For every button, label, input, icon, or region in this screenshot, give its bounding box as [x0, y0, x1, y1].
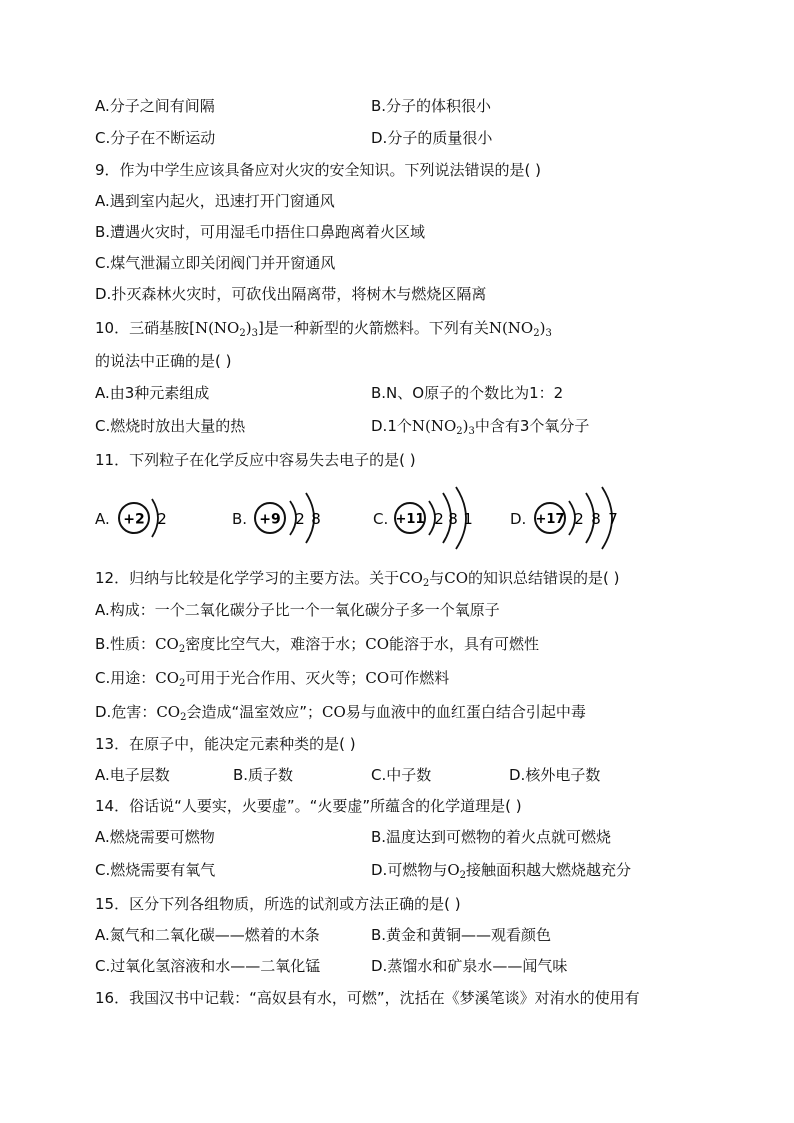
q12-co2-body: CO	[399, 569, 423, 587]
q9-stem: 9．作为中学生应该具备应对火灾的安全知识。下列说法错误的是( )	[95, 161, 542, 179]
q8-option-c: C.分子在不断运动	[95, 129, 216, 147]
q14-option-d-o2-body: O	[447, 861, 460, 879]
atom-diagram-c	[388, 485, 488, 551]
q10-formula-2-body: N(NO	[488, 319, 534, 337]
q10-formula-2-sub3: 3	[545, 328, 552, 339]
q14-option-a: A.燃烧需要可燃物	[95, 828, 215, 846]
q10-option-a: A.由3种元素组成	[95, 384, 210, 402]
q15-option-a: A.氮气和二氧化碳——燃着的木条	[95, 926, 320, 944]
q15-option-d: D.蒸馏水和矿泉水——闻气味	[371, 957, 568, 975]
shell-electrons: 8	[311, 510, 321, 528]
atom-diagram-a	[112, 485, 182, 551]
q12-option-c-co2	[155, 669, 185, 687]
shell-electrons: 2	[434, 510, 444, 528]
q9-option-c: C.煤气泄漏立即关闭阀门并开窗通风	[95, 254, 336, 272]
q12-co2-sub: 2	[422, 578, 430, 589]
q12-option-d	[95, 702, 586, 722]
q10-option-d	[371, 416, 589, 436]
q10-formula-sub2: 2	[239, 328, 246, 339]
q11-label-d: D.	[510, 510, 527, 528]
q10-option-d-formula-close: )	[462, 417, 469, 435]
q15-option-b: B.黄金和黄铜——观看颜色	[371, 926, 552, 944]
q12-option-d-mid: 会造成“温室效应”；	[186, 703, 323, 721]
q14-option-d-o2-sub: 2	[459, 870, 467, 881]
q10-option-d-formula-body: N(NO	[411, 417, 457, 435]
q12-option-c-co2-sub: 2	[179, 678, 186, 689]
q10-option-d-formula	[412, 417, 475, 435]
q14-stem: 14．俗话说“人要实，火要虚”。“火要虚”所蕴含的化学道理是( )	[95, 797, 522, 815]
q12-option-b-co2-sub: 2	[178, 644, 186, 655]
q12-stem-end: 的知识总结错误的是( )	[468, 569, 620, 587]
q8-option-b: B.分子的体积很小	[371, 97, 492, 115]
q12-co: CO	[444, 569, 469, 587]
q14-option-d-start: D.可燃物与	[371, 861, 448, 879]
q11-label-a: A.	[95, 510, 110, 528]
q13-option-d: D.核外电子数	[509, 766, 601, 784]
q12-option-c-co2-body: CO	[155, 669, 180, 687]
q12-option-c-end: 可作燃料	[389, 669, 450, 687]
nucleus-charge: +17	[535, 512, 565, 527]
q12-option-d-start: D.危害：	[95, 703, 157, 721]
q10-stem-mid: ]是一种新型的火箭燃料。下列有关	[257, 319, 489, 337]
q10-formula-close: )	[245, 319, 252, 337]
q10-formula-2	[489, 319, 552, 337]
atom-diagram-d	[528, 485, 628, 551]
q8-option-a: A.分子之间有间隔	[95, 97, 215, 115]
q12-option-d-co2-sub: 2	[180, 712, 187, 723]
q14-option-d-o2	[447, 861, 466, 879]
q12-option-a: A.构成：一个二氧化碳分子比一个一氧化碳分子多一个氧原子	[95, 601, 500, 619]
q15-option-c: C.过氧化氢溶液和水——二氧化锰	[95, 957, 321, 975]
q12-option-b-start: B.性质：	[95, 635, 156, 653]
q12-stem-mid: 与	[429, 569, 445, 587]
q11-label-b: B.	[232, 510, 248, 528]
q10-formula	[195, 319, 258, 337]
shell-electrons: 2	[157, 510, 167, 528]
q16-stem: 16．我国汉书中记载：“高奴县有水，可燃”，沈括在《梦溪笔谈》对洧水的使用有	[95, 989, 640, 1007]
q12-option-d-co2	[156, 703, 186, 721]
q12-option-b-co: CO	[365, 635, 390, 653]
q9-option-d: D.扑灭森林火灾时，可砍伐出隔离带，将树木与燃烧区隔离	[95, 285, 487, 303]
q10-formula-2-sub2: 2	[533, 328, 540, 339]
q10-option-d-formula-sub2: 2	[456, 426, 463, 437]
shell-electrons: 8	[591, 510, 601, 528]
shell-electrons: 1	[463, 510, 473, 528]
q10-stem	[95, 318, 552, 338]
q13-stem: 13．在原子中，能决定元素种类的是( )	[95, 735, 356, 753]
q13-option-c: C.中子数	[371, 766, 432, 784]
q12-option-b-co2	[155, 635, 185, 653]
shell-electrons: 2	[295, 510, 305, 528]
q10-stem-end: 的说法中正确的是( )	[95, 352, 232, 370]
q12-co2	[399, 569, 429, 587]
atom-diagram-b	[248, 485, 338, 551]
shell-electrons: 2	[574, 510, 584, 528]
q9-option-b: B.遭遇火灾时，可用湿毛巾捂住口鼻跑离着火区域	[95, 223, 426, 241]
q12-stem	[95, 568, 620, 588]
q14-option-b: B.温度达到可燃物的着火点就可燃烧	[371, 828, 612, 846]
q12-option-d-co: CO	[322, 703, 346, 721]
q12-option-b-end: 能溶于水，具有可燃性	[389, 635, 540, 653]
q9-option-a: A.遇到室内起火，迅速打开门窗通风	[95, 192, 335, 210]
q15-stem: 15．区分下列各组物质，所选的试剂或方法正确的是( )	[95, 895, 461, 913]
q12-option-c	[95, 668, 449, 688]
shell-electrons: 7	[608, 510, 618, 528]
q14-option-d	[371, 860, 631, 880]
nucleus-charge: +2	[123, 511, 145, 528]
shell-electrons: 8	[448, 510, 458, 528]
q13-option-a: A.电子层数	[95, 766, 170, 784]
q10-stem-start: 10．三硝基胺[	[95, 319, 195, 337]
nucleus-charge: +9	[259, 511, 281, 528]
q12-option-c-mid: 可用于光合作用、灭火等；	[185, 669, 366, 687]
q12-option-b	[95, 634, 539, 654]
q13-option-b: B.质子数	[233, 766, 294, 784]
q12-stem-start: 12．归纳与比较是化学学习的主要方法。关于	[95, 569, 400, 587]
q11-label-c: C.	[373, 510, 389, 528]
q12-option-b-mid: 密度比空气大，难溶于水；	[185, 635, 366, 653]
q12-option-d-co2-body: CO	[156, 703, 181, 721]
q10-option-d-formula-sub3: 3	[468, 426, 475, 437]
q10-option-d-end: 中含有3个氧分子	[474, 417, 590, 435]
q12-option-c-co: CO	[365, 669, 390, 687]
q10-formula-2-close: )	[539, 319, 546, 337]
q12-option-b-co2-body: CO	[155, 635, 179, 653]
q11-stem: 11．下列粒子在化学反应中容易失去电子的是( )	[95, 451, 416, 469]
q10-option-c: C.燃烧时放出大量的热	[95, 417, 246, 435]
q12-option-c-start: C.用途：	[95, 669, 156, 687]
q14-option-c: C.燃烧需要有氧气	[95, 861, 216, 879]
q8-option-d: D.分子的质量很小	[371, 129, 493, 147]
q10-formula-body: N(NO	[194, 319, 240, 337]
q10-option-b: B.N、O原子的个数比为1：2	[371, 384, 564, 402]
q10-formula-sub3: 3	[251, 328, 258, 339]
q14-option-d-end: 接触面积越大燃烧越充分	[466, 861, 632, 879]
q10-option-d-start: D.1个	[371, 417, 412, 435]
nucleus-charge: +11	[395, 512, 425, 527]
q12-option-d-end: 易与血液中的血红蛋白结合引起中毒	[345, 703, 586, 721]
